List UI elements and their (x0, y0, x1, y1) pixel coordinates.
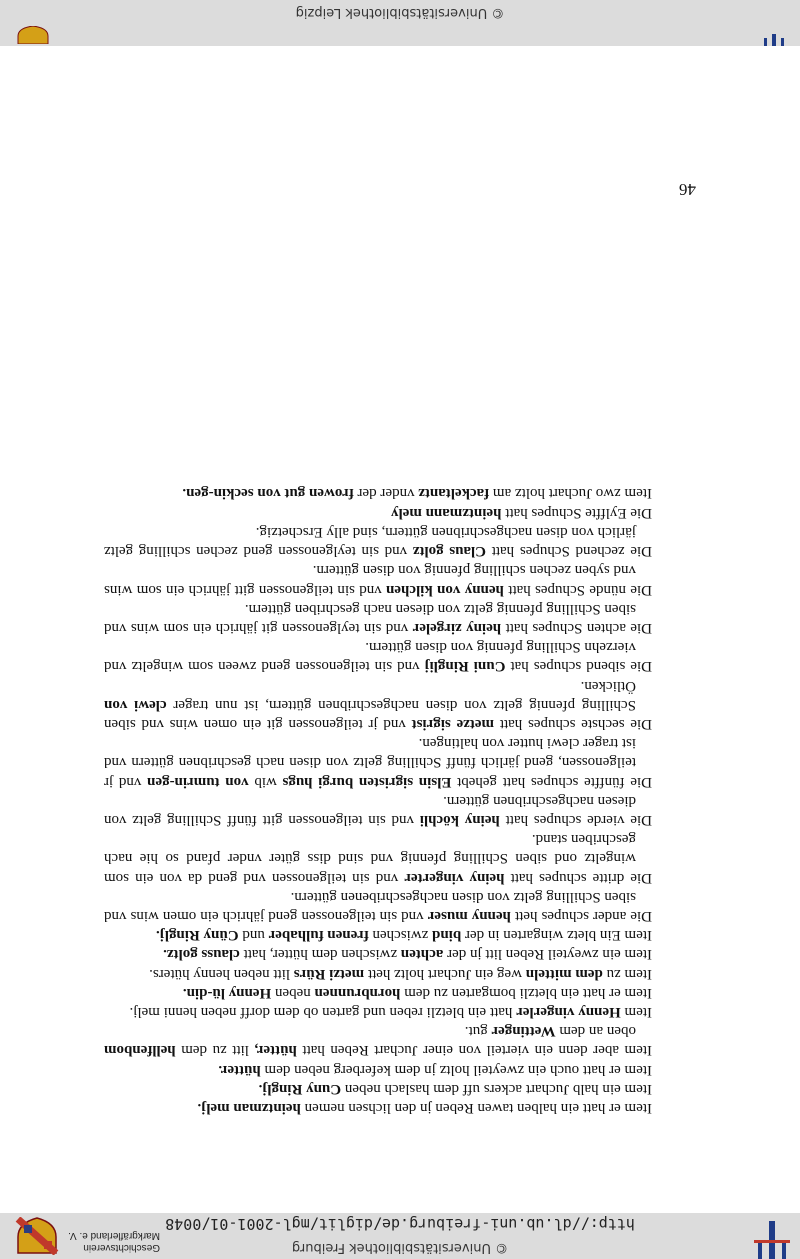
paragraph: Die sechste schupes hatt metze sigrist vnd jr teilgenossen git ein omen wins vnd siben Schilling pfennig geltz von disen nachgeschribnen güttern, ist nun trager clewi von Ötlicken. (104, 677, 652, 732)
page-header-bar (0, 1213, 800, 1259)
paragraph: Die nünde Schupes hatt henny von kilchen vnd sin teilgenossen gitt jährich ein som wins vnd syben zechen schilling pfennig von disen güttern. (104, 562, 652, 598)
paragraph: Die sibend schupes hat Cuni Ringlij vnd sin teilgenossen gend zween som wingeltz vnd vierzehn Schilling pfennig von disen güttern. (103, 639, 652, 675)
paragraph: Item zu dem mitteln weg ein Juchart holtz hett metzi Rürs litt neben henny hüters. (149, 965, 652, 982)
paragraph: Die achten Schupes hatt heiny zirgeler vnd sin teylgenossen git jährich ein som wins vnd siben Schilling pfennig geltz von diesen nach geschriben güttern. (104, 600, 652, 636)
paragraph: Item er hatt ein bletzli bomgarten zu dem hornbrunnen neben Henny lü-din. (182, 984, 652, 1001)
paragraph: Item ein halb Juchart ackers uff dem haslach neben Cuny Ringlj. (258, 1080, 652, 1097)
paragraph: Die dritte schupes hatt heiny vingerter vnd sin teilgenossen vnd gend da von ein som wingeltz ond siben Schilling pfennig vnd sind diss güter vnder pfand so hie nach geschriben stand. (104, 831, 652, 886)
paragraph: Die fünffte schupes hatt gehebt Elsin sigristen burgi hugs wib von tumrin-gen vnd jr teilgenossen, gend järlich fünff Schilling geltz von disen nach geschribnen güttern vnd ist trager clewi hutter von haltingen. (104, 735, 652, 790)
paragraph: Item zwo Juchart holtz am fackeltantz vnder der frowen gut von seckin-gen. (182, 485, 652, 502)
copyright-line: © Universitätsbibliothek Freiburg (291, 1240, 509, 1255)
page-number: 46 (679, 180, 696, 199)
paragraph: Die Eylffte Schupes hatt heintzmann mely (391, 504, 652, 521)
source-url[interactable]: http://dl.ub.uni-freiburg.de/diglit/mgl-2001-01/0048 (165, 1215, 635, 1233)
coat-of-arms-icon (16, 26, 50, 44)
paragraph: Die vierde schupes hatt heiny köchli vnd sin teilgenossen gitt fünff Schilling geltz von diesen nachgeschribnen güttern. (103, 792, 652, 828)
paragraph: Item er hatt ouch ein zweyteil holtz jn dem keferberg neben dem hütter. (218, 1061, 652, 1078)
page-footer-bar (0, 0, 800, 46)
paragraph: Item Henny vingerler hatt ein bletzli reben und garten ob dem dorff neben henni melj. (129, 1003, 652, 1020)
paragraph: Item er hatt ein halben tawen Reben jn den lichsen nemen heintzman melj. (197, 1100, 652, 1116)
university-library-logo-icon (754, 1221, 790, 1259)
society-name: Geschichtsverein Markgräflerland e. V. (68, 1230, 160, 1253)
paragraph: Item aber denn ein vierteil von einer Juchart Reben hatt hütter, litt zu dem hellfenbom oben an dem Wettinger gut. (104, 1023, 652, 1059)
paragraph: Item ein zweyteil Reben litt jn der achten zwischen dem hütter, hatt clauss goltz. (163, 946, 652, 963)
document-body (104, 483, 652, 1117)
paragraph: Die zechend Schupes hatt Claus goltz vnd sin teylgenossen gend zechen schilling geltz järlich von disen nachgeschribnen güttern, sind ally Erschetzig. (103, 523, 652, 560)
footer-copyright-line: © Universitätsbibliothek Leipzig (295, 5, 505, 20)
paragraph: Item Ein bletz wingarten in der bind zwischen frenen fulhaber und Cüny Ringlj. (156, 927, 652, 944)
paragraph: Die ander schupes hett henny muser vnd sin teilgenossen gend jährich ein omen wins vnd siben Schilling geltz von disen nachgeschribenen güttern. (103, 888, 652, 924)
university-library-logo-icon (762, 34, 786, 46)
